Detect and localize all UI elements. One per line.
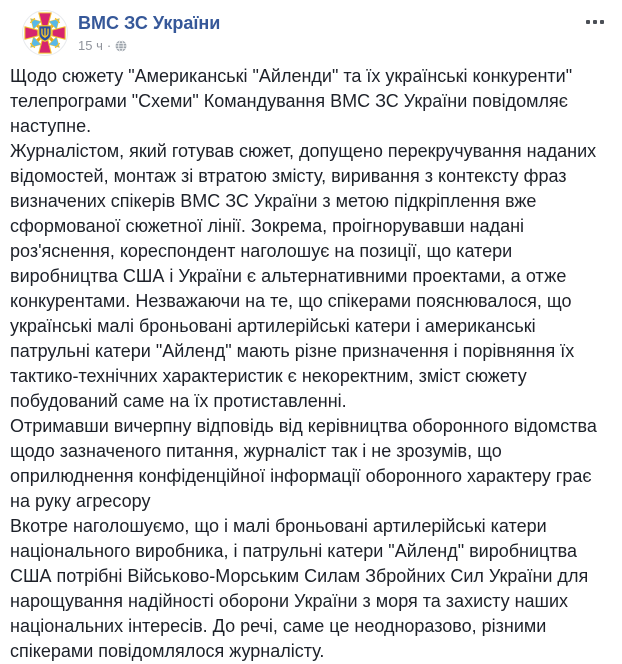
dot (586, 20, 590, 24)
page-name-link[interactable]: ВМС ЗС України (78, 13, 221, 33)
post-text (0, 62, 622, 664)
globe-icon (115, 40, 127, 52)
post-paragraph: Вкотре наголошуємо, що і малі броньовані артилерійські катери національного виробника, і патрульні катери "Айленд" виробництва США потрібні Військово-Морським Силам Збройних Сил України для нарощування надійності оборони України з моря та захисту наших національних інтересів. До речі, саме це неодноразово, різними спікерами повідомлялося журналісту. (10, 516, 589, 661)
post-meta (78, 37, 220, 54)
post-header (0, 0, 622, 62)
post-paragraph: Журналістом, який готував сюжет, допущено перекручування наданих відомостей, монтаж зі втратою змісту, виривання з контексту фраз визначених спікерів ВМС ЗС України з метою підкріплення вже сформованої сюжетної лінії. Зокрема, проігнорувавши надані роз'яснення, кореспондент наголошує на позиції, що катери виробництва США і України є альтернативними проектами, а отже конкурентами. Незважаючи на те, що спікерами пояснювалося, що українські малі броньовані артилерійські катери і американські патрульні катери "Айленд" мають різне призначення і порівняння їх тактико-технічних характеристик є некоректним, зміст сюжету побудований саме на їх протиставленні. (10, 141, 597, 411)
more-options-button[interactable] (584, 16, 606, 28)
navy-emblem-icon (22, 10, 68, 56)
meta-separator: · (106, 38, 112, 53)
timestamp[interactable]: 15 ч (78, 38, 103, 53)
post-header-info (78, 10, 220, 54)
dot (593, 20, 597, 24)
post-paragraph: Щодо сюжету "Американські "Айленди" та їх українські конкуренти" телепрограми "Схеми" Командування ВМС ЗС України повідомляє наступне. (10, 66, 573, 136)
page-avatar[interactable] (22, 10, 68, 56)
dot (600, 20, 604, 24)
post-paragraph: Отримавши вичерпну відповідь від керівництва оборонного відомства щодо зазначеного питання, журналіст так і не зрозумів, що оприлюднення конфіденційної інформації оборонного характеру грає на руку агресору (10, 416, 597, 511)
